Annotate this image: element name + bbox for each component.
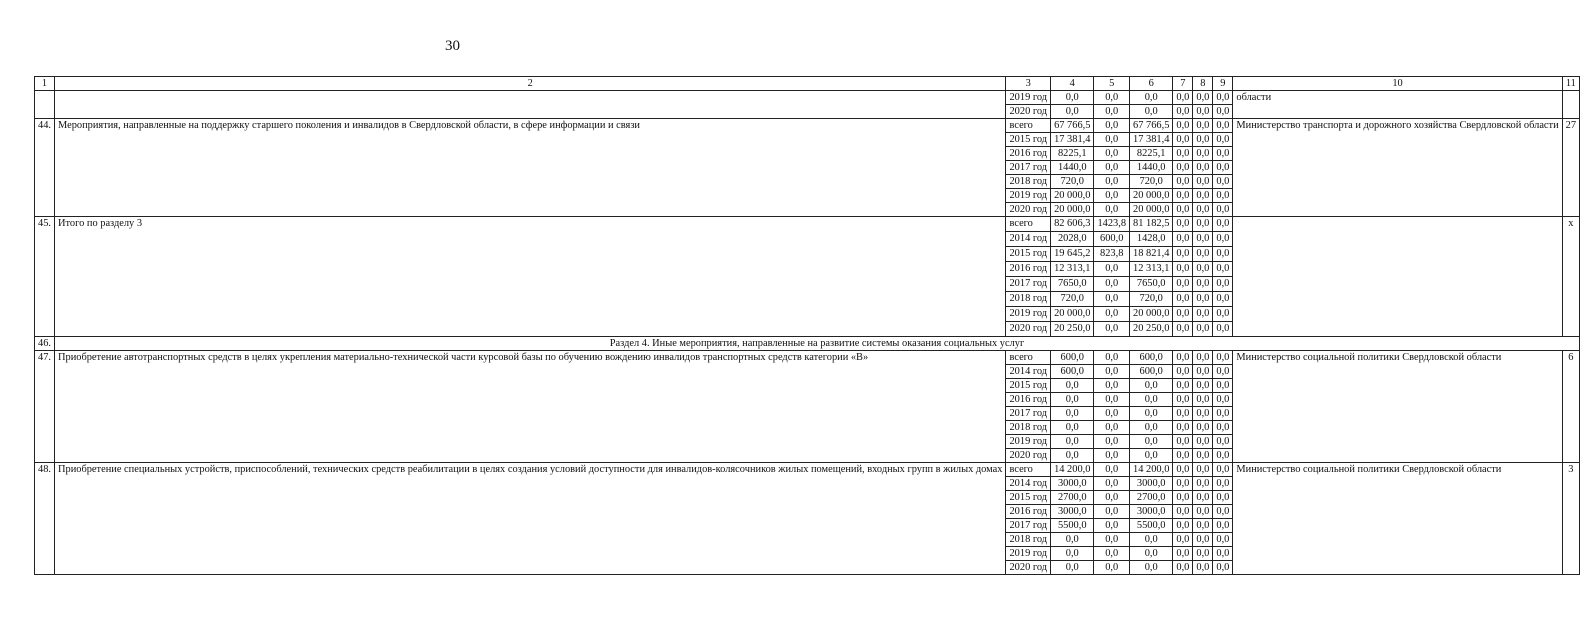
column-number-header: 9: [1213, 77, 1233, 91]
period-cell: 2014 год: [1006, 232, 1051, 247]
extra-cell: 0,0: [1213, 161, 1233, 175]
extra-cell: 0,0: [1213, 105, 1233, 119]
period-cell: 2017 год: [1006, 161, 1051, 175]
local-cell: 0,0: [1173, 379, 1193, 393]
total-cell: 82 606,3: [1051, 217, 1094, 232]
column-number-header: 8: [1193, 77, 1213, 91]
other-cell: 0,0: [1193, 477, 1213, 491]
target-ref-cell: 6: [1562, 351, 1579, 463]
local-cell: 0,0: [1173, 262, 1193, 277]
section-title-cell: Раздел 4. Иные мероприятия, направленные на развитие системы оказания социальных услуг: [55, 337, 1580, 351]
period-cell: 2020 год: [1006, 561, 1051, 575]
extra-cell: 0,0: [1213, 232, 1233, 247]
table-row: [35, 217, 1580, 232]
regional-cell: 0,0: [1130, 393, 1173, 407]
other-cell: 0,0: [1193, 262, 1213, 277]
local-cell: 0,0: [1173, 203, 1193, 217]
other-cell: 0,0: [1193, 161, 1213, 175]
federal-cell: 0,0: [1094, 365, 1130, 379]
period-cell: всего: [1006, 217, 1051, 232]
local-cell: 0,0: [1173, 351, 1193, 365]
federal-cell: 0,0: [1094, 533, 1130, 547]
total-cell: 8225,1: [1051, 147, 1094, 161]
total-cell: 0,0: [1051, 91, 1094, 105]
extra-cell: 0,0: [1213, 133, 1233, 147]
other-cell: 0,0: [1193, 379, 1213, 393]
column-number-header: 6: [1130, 77, 1173, 91]
table-row: [35, 351, 1580, 365]
federal-cell: 0,0: [1094, 119, 1130, 133]
federal-cell: 0,0: [1094, 561, 1130, 575]
regional-cell: 12 313,1: [1130, 262, 1173, 277]
extra-cell: 0,0: [1213, 322, 1233, 337]
total-cell: 3000,0: [1051, 477, 1094, 491]
regional-cell: 0,0: [1130, 449, 1173, 463]
total-cell: 2028,0: [1051, 232, 1094, 247]
extra-cell: 0,0: [1213, 491, 1233, 505]
period-cell: 2015 год: [1006, 247, 1051, 262]
local-cell: 0,0: [1173, 133, 1193, 147]
extra-cell: 0,0: [1213, 277, 1233, 292]
federal-cell: 0,0: [1094, 91, 1130, 105]
total-cell: 2700,0: [1051, 491, 1094, 505]
extra-cell: 0,0: [1213, 91, 1233, 105]
extra-cell: 0,0: [1213, 449, 1233, 463]
period-cell: 2019 год: [1006, 547, 1051, 561]
local-cell: 0,0: [1173, 277, 1193, 292]
regional-cell: 5500,0: [1130, 519, 1173, 533]
total-cell: 5500,0: [1051, 519, 1094, 533]
program-table: [34, 76, 1580, 575]
total-cell: 20 000,0: [1051, 203, 1094, 217]
other-cell: 0,0: [1193, 519, 1213, 533]
local-cell: 0,0: [1173, 463, 1193, 477]
row-number-cell: 48.: [35, 463, 55, 575]
other-cell: 0,0: [1193, 393, 1213, 407]
local-cell: 0,0: [1173, 232, 1193, 247]
executor-cell: области: [1233, 91, 1562, 119]
federal-cell: 0,0: [1094, 379, 1130, 393]
other-cell: 0,0: [1193, 175, 1213, 189]
period-cell: 2017 год: [1006, 407, 1051, 421]
extra-cell: 0,0: [1213, 505, 1233, 519]
period-cell: 2017 год: [1006, 519, 1051, 533]
federal-cell: 0,0: [1094, 262, 1130, 277]
total-cell: 0,0: [1051, 105, 1094, 119]
regional-cell: 0,0: [1130, 407, 1173, 421]
header-row: [35, 77, 1580, 91]
local-cell: 0,0: [1173, 247, 1193, 262]
local-cell: 0,0: [1173, 519, 1193, 533]
extra-cell: 0,0: [1213, 463, 1233, 477]
table-row: [35, 119, 1580, 133]
row-number-cell: 46.: [35, 337, 55, 351]
federal-cell: 0,0: [1094, 175, 1130, 189]
federal-cell: 0,0: [1094, 277, 1130, 292]
period-cell: 2015 год: [1006, 379, 1051, 393]
other-cell: 0,0: [1193, 407, 1213, 421]
row-number-cell: [35, 91, 55, 119]
regional-cell: 7650,0: [1130, 277, 1173, 292]
total-cell: 14 200,0: [1051, 463, 1094, 477]
regional-cell: 1440,0: [1130, 161, 1173, 175]
total-cell: 600,0: [1051, 351, 1094, 365]
local-cell: 0,0: [1173, 561, 1193, 575]
executor-cell: Министерство социальной политики Свердловской области: [1233, 463, 1562, 575]
local-cell: 0,0: [1173, 105, 1193, 119]
federal-cell: 600,0: [1094, 232, 1130, 247]
period-cell: 2015 год: [1006, 491, 1051, 505]
total-cell: 67 766,5: [1051, 119, 1094, 133]
period-cell: 2016 год: [1006, 505, 1051, 519]
other-cell: 0,0: [1193, 365, 1213, 379]
executor-cell: Министерство социальной политики Свердловской области: [1233, 351, 1562, 463]
section-row: [35, 337, 1580, 351]
federal-cell: 0,0: [1094, 421, 1130, 435]
table-body: [35, 77, 1580, 575]
regional-cell: 0,0: [1130, 105, 1173, 119]
other-cell: 0,0: [1193, 292, 1213, 307]
other-cell: 0,0: [1193, 435, 1213, 449]
extra-cell: 0,0: [1213, 351, 1233, 365]
period-cell: 2014 год: [1006, 365, 1051, 379]
federal-cell: 0,0: [1094, 505, 1130, 519]
federal-cell: 0,0: [1094, 189, 1130, 203]
total-cell: 0,0: [1051, 407, 1094, 421]
federal-cell: 0,0: [1094, 463, 1130, 477]
total-cell: 600,0: [1051, 365, 1094, 379]
other-cell: 0,0: [1193, 119, 1213, 133]
local-cell: 0,0: [1173, 533, 1193, 547]
period-cell: 2014 год: [1006, 477, 1051, 491]
regional-cell: 67 766,5: [1130, 119, 1173, 133]
total-cell: 0,0: [1051, 533, 1094, 547]
federal-cell: 0,0: [1094, 519, 1130, 533]
local-cell: 0,0: [1173, 365, 1193, 379]
measure-name-cell: [55, 91, 1006, 119]
column-number-header: 5: [1094, 77, 1130, 91]
target-ref-cell: [1562, 91, 1579, 119]
regional-cell: 8225,1: [1130, 147, 1173, 161]
federal-cell: 0,0: [1094, 477, 1130, 491]
column-number-header: 3: [1006, 77, 1051, 91]
federal-cell: 0,0: [1094, 292, 1130, 307]
regional-cell: 20 250,0: [1130, 322, 1173, 337]
extra-cell: 0,0: [1213, 561, 1233, 575]
period-cell: всего: [1006, 351, 1051, 365]
regional-cell: 0,0: [1130, 435, 1173, 449]
other-cell: 0,0: [1193, 147, 1213, 161]
period-cell: 2020 год: [1006, 449, 1051, 463]
measure-name-cell: Приобретение автотранспортных средств в целях укрепления материально-технической части курсовой базы по обучению вождению инвалидов транспортных средств категории «В»: [55, 351, 1006, 463]
other-cell: 0,0: [1193, 247, 1213, 262]
other-cell: 0,0: [1193, 133, 1213, 147]
extra-cell: 0,0: [1213, 533, 1233, 547]
period-cell: 2019 год: [1006, 435, 1051, 449]
period-cell: 2015 год: [1006, 133, 1051, 147]
other-cell: 0,0: [1193, 322, 1213, 337]
period-cell: 2019 год: [1006, 91, 1051, 105]
other-cell: 0,0: [1193, 533, 1213, 547]
regional-cell: 0,0: [1130, 561, 1173, 575]
extra-cell: 0,0: [1213, 477, 1233, 491]
period-cell: всего: [1006, 463, 1051, 477]
total-cell: 0,0: [1051, 547, 1094, 561]
extra-cell: 0,0: [1213, 365, 1233, 379]
local-cell: 0,0: [1173, 547, 1193, 561]
local-cell: 0,0: [1173, 477, 1193, 491]
other-cell: 0,0: [1193, 351, 1213, 365]
period-cell: 2019 год: [1006, 189, 1051, 203]
regional-cell: 0,0: [1130, 421, 1173, 435]
period-cell: 2019 год: [1006, 307, 1051, 322]
period-cell: 2016 год: [1006, 262, 1051, 277]
other-cell: 0,0: [1193, 463, 1213, 477]
other-cell: 0,0: [1193, 491, 1213, 505]
regional-cell: 0,0: [1130, 91, 1173, 105]
federal-cell: 0,0: [1094, 161, 1130, 175]
other-cell: 0,0: [1193, 217, 1213, 232]
extra-cell: 0,0: [1213, 147, 1233, 161]
regional-cell: 14 200,0: [1130, 463, 1173, 477]
regional-cell: 3000,0: [1130, 477, 1173, 491]
federal-cell: 0,0: [1094, 322, 1130, 337]
regional-cell: 20 000,0: [1130, 189, 1173, 203]
period-cell: 2018 год: [1006, 533, 1051, 547]
regional-cell: 20 000,0: [1130, 203, 1173, 217]
column-number-header: 4: [1051, 77, 1094, 91]
local-cell: 0,0: [1173, 292, 1193, 307]
period-cell: 2016 год: [1006, 393, 1051, 407]
table-row: [35, 463, 1580, 477]
total-cell: 17 381,4: [1051, 133, 1094, 147]
page-number: 30: [445, 38, 460, 54]
period-cell: 2016 год: [1006, 147, 1051, 161]
regional-cell: 600,0: [1130, 351, 1173, 365]
extra-cell: 0,0: [1213, 203, 1233, 217]
extra-cell: 0,0: [1213, 421, 1233, 435]
other-cell: 0,0: [1193, 203, 1213, 217]
local-cell: 0,0: [1173, 407, 1193, 421]
federal-cell: 0,0: [1094, 307, 1130, 322]
total-cell: 20 000,0: [1051, 307, 1094, 322]
total-cell: 0,0: [1051, 421, 1094, 435]
period-cell: 2018 год: [1006, 292, 1051, 307]
total-cell: 0,0: [1051, 561, 1094, 575]
federal-cell: 0,0: [1094, 393, 1130, 407]
column-number-header: 7: [1173, 77, 1193, 91]
regional-cell: 18 821,4: [1130, 247, 1173, 262]
period-cell: 2020 год: [1006, 105, 1051, 119]
other-cell: 0,0: [1193, 547, 1213, 561]
total-cell: 3000,0: [1051, 505, 1094, 519]
executor-cell: [1233, 217, 1562, 337]
extra-cell: 0,0: [1213, 175, 1233, 189]
local-cell: 0,0: [1173, 161, 1193, 175]
target-ref-cell: 3: [1562, 463, 1579, 575]
extra-cell: 0,0: [1213, 393, 1233, 407]
extra-cell: 0,0: [1213, 217, 1233, 232]
other-cell: 0,0: [1193, 277, 1213, 292]
measure-name-cell: Итого по разделу 3: [55, 217, 1006, 337]
federal-cell: 0,0: [1094, 133, 1130, 147]
regional-cell: 0,0: [1130, 547, 1173, 561]
total-cell: 1440,0: [1051, 161, 1094, 175]
local-cell: 0,0: [1173, 322, 1193, 337]
other-cell: 0,0: [1193, 449, 1213, 463]
extra-cell: 0,0: [1213, 292, 1233, 307]
other-cell: 0,0: [1193, 421, 1213, 435]
period-cell: всего: [1006, 119, 1051, 133]
local-cell: 0,0: [1173, 147, 1193, 161]
measure-name-cell: Приобретение специальных устройств, приспособлений, технических средств реабилитации в целях создания условий доступности для инвалидов-колясочников жилых помещений, входных групп в жилых домах: [55, 463, 1006, 575]
period-cell: 2020 год: [1006, 203, 1051, 217]
other-cell: 0,0: [1193, 105, 1213, 119]
federal-cell: 0,0: [1094, 407, 1130, 421]
other-cell: 0,0: [1193, 307, 1213, 322]
local-cell: 0,0: [1173, 189, 1193, 203]
row-number-cell: 47.: [35, 351, 55, 463]
federal-cell: 823,8: [1094, 247, 1130, 262]
measure-name-cell: Мероприятия, направленные на поддержку старшего поколения и инвалидов в Свердловской области, в сфере информации и связи: [55, 119, 1006, 217]
local-cell: 0,0: [1173, 421, 1193, 435]
period-cell: 2017 год: [1006, 277, 1051, 292]
row-number-cell: 45.: [35, 217, 55, 337]
extra-cell: 0,0: [1213, 379, 1233, 393]
local-cell: 0,0: [1173, 91, 1193, 105]
federal-cell: 0,0: [1094, 491, 1130, 505]
total-cell: 720,0: [1051, 292, 1094, 307]
local-cell: 0,0: [1173, 449, 1193, 463]
column-number-header: 11: [1562, 77, 1579, 91]
extra-cell: 0,0: [1213, 119, 1233, 133]
regional-cell: 20 000,0: [1130, 307, 1173, 322]
regional-cell: 720,0: [1130, 175, 1173, 189]
executor-cell: Министерство транспорта и дорожного хозяйства Свердловской области: [1233, 119, 1562, 217]
column-number-header: 10: [1233, 77, 1562, 91]
local-cell: 0,0: [1173, 393, 1193, 407]
extra-cell: 0,0: [1213, 435, 1233, 449]
local-cell: 0,0: [1173, 307, 1193, 322]
total-cell: 720,0: [1051, 175, 1094, 189]
regional-cell: 1428,0: [1130, 232, 1173, 247]
regional-cell: 17 381,4: [1130, 133, 1173, 147]
federal-cell: 0,0: [1094, 105, 1130, 119]
extra-cell: 0,0: [1213, 547, 1233, 561]
local-cell: 0,0: [1173, 435, 1193, 449]
column-number-header: 2: [55, 77, 1006, 91]
extra-cell: 0,0: [1213, 519, 1233, 533]
total-cell: 20 000,0: [1051, 189, 1094, 203]
federal-cell: 0,0: [1094, 147, 1130, 161]
other-cell: 0,0: [1193, 505, 1213, 519]
table-row: [35, 91, 1580, 105]
local-cell: 0,0: [1173, 505, 1193, 519]
federal-cell: 1423,8: [1094, 217, 1130, 232]
federal-cell: 0,0: [1094, 547, 1130, 561]
row-number-cell: 44.: [35, 119, 55, 217]
other-cell: 0,0: [1193, 91, 1213, 105]
local-cell: 0,0: [1173, 119, 1193, 133]
period-cell: 2018 год: [1006, 421, 1051, 435]
regional-cell: 0,0: [1130, 379, 1173, 393]
other-cell: 0,0: [1193, 232, 1213, 247]
total-cell: 0,0: [1051, 393, 1094, 407]
total-cell: 20 250,0: [1051, 322, 1094, 337]
local-cell: 0,0: [1173, 491, 1193, 505]
target-ref-cell: x: [1562, 217, 1579, 337]
regional-cell: 600,0: [1130, 365, 1173, 379]
total-cell: 0,0: [1051, 449, 1094, 463]
local-cell: 0,0: [1173, 217, 1193, 232]
other-cell: 0,0: [1193, 189, 1213, 203]
regional-cell: 720,0: [1130, 292, 1173, 307]
federal-cell: 0,0: [1094, 435, 1130, 449]
total-cell: 12 313,1: [1051, 262, 1094, 277]
regional-cell: 2700,0: [1130, 491, 1173, 505]
extra-cell: 0,0: [1213, 247, 1233, 262]
total-cell: 19 645,2: [1051, 247, 1094, 262]
regional-cell: 0,0: [1130, 533, 1173, 547]
extra-cell: 0,0: [1213, 407, 1233, 421]
regional-cell: 81 182,5: [1130, 217, 1173, 232]
extra-cell: 0,0: [1213, 189, 1233, 203]
total-cell: 7650,0: [1051, 277, 1094, 292]
federal-cell: 0,0: [1094, 449, 1130, 463]
period-cell: 2018 год: [1006, 175, 1051, 189]
total-cell: 0,0: [1051, 379, 1094, 393]
target-ref-cell: 27: [1562, 119, 1579, 217]
federal-cell: 0,0: [1094, 203, 1130, 217]
local-cell: 0,0: [1173, 175, 1193, 189]
period-cell: 2020 год: [1006, 322, 1051, 337]
column-number-header: 1: [35, 77, 55, 91]
regional-cell: 3000,0: [1130, 505, 1173, 519]
total-cell: 0,0: [1051, 435, 1094, 449]
other-cell: 0,0: [1193, 561, 1213, 575]
extra-cell: 0,0: [1213, 262, 1233, 277]
federal-cell: 0,0: [1094, 351, 1130, 365]
extra-cell: 0,0: [1213, 307, 1233, 322]
